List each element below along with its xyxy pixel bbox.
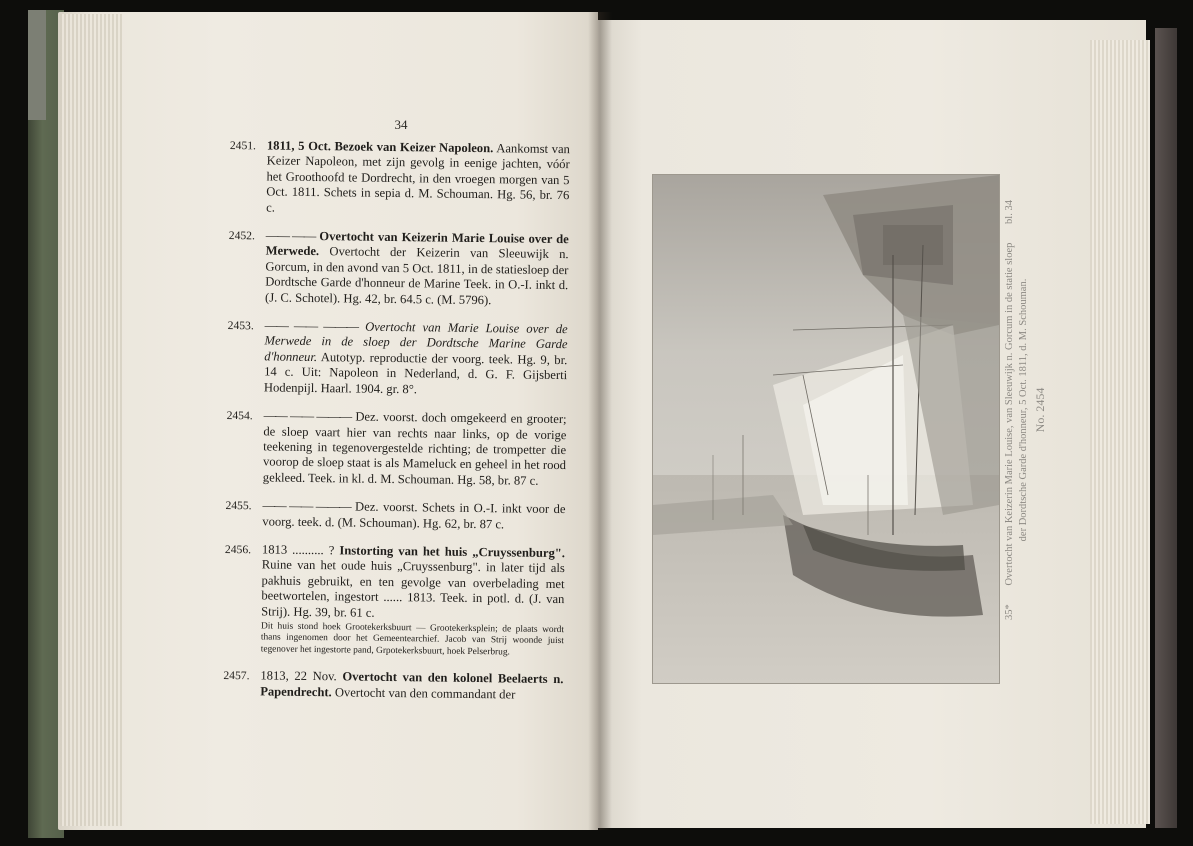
catalogue-entry: [225, 498, 565, 533]
catalogue-entry: [226, 408, 567, 489]
catalogue-entry: [228, 228, 569, 309]
plate-caption: [1003, 200, 1053, 620]
entry-title: Bezoek van Keizer Napoleon.: [334, 139, 494, 156]
catalogue-entry: [227, 318, 568, 399]
catalogue-entries: [223, 138, 570, 716]
book-cover-corner: [28, 10, 46, 120]
caption-page-ref: 35*: [1004, 604, 1015, 620]
entry-text: Dez. voorst. doch omgekeerd en grooter; de sloep vaart hier van rechts naar links, op de vorige teekening in tegenovergestelde richting; de trompetter die voorop de sloep staat is als Mameluck en geheel in het rood gekleed. Teek. in kl. d. M. Schouman. Hg. 58, br. 87 c.: [262, 409, 567, 488]
page-number: 34: [394, 117, 408, 132]
entry-body: [263, 409, 567, 490]
entry-text: Overtocht van den commandant der: [334, 685, 516, 702]
catalogue-entry: [223, 668, 563, 703]
entry-title: Overtocht van den kolonel Beelaerts n. Papendrecht.: [260, 669, 564, 700]
entry-text: Autotyp. reproductie der voorg. teek. Hg. 9, br. 14 c. Uit: Napoleon in Nederland, d. G. F. Gijsberti Hodenpijl. Haarl. 1904. gr. 8°.: [263, 350, 568, 396]
entry-number: 2451.: [229, 138, 257, 153]
entry-footnote: Dit huis stond hoek Grootekerksbuurt — Grootekerksplein; de plaats wordt thans ingenomen door het Gemeentearchief. Jacob van Strij woonde juist tegenover het ingestorte pand, Grpotekerksbuurt, hoek Pelserbrug.: [260, 621, 565, 658]
ship-scene-image: [653, 175, 999, 683]
entry-title: Overtocht van Marie Louise over de Merwede in de sloep der Dordtsche Marine Garde d'honneur.: [264, 319, 568, 364]
caption-page-ref-right: bl. 34: [1004, 200, 1015, 224]
entry-text: Aankomst van Keizer Napoleon, met zijn gevolg in eenige jachten, vóór het Groothoofd te Dordrecht, in den vroegen morgen van 5 Oct. 1811. Schets in sepia d. M. Schouman. Hg. 56, br. 76 c.: [266, 141, 570, 215]
plate-number: No. 2454: [1033, 387, 1047, 433]
entry-text: Ruine van het oude huis „Cruyssenburg". in later tijd als pakhuis gebruikt, en ten gevolge van overbelading met beetwortelen, ingestort ...... 1813. Teek. in potl. d. (J. van Strij). Hg. 39, br. 61 c.: [261, 557, 565, 620]
entry-body: [265, 228, 569, 309]
entry-number: 2454.: [226, 409, 253, 423]
entry-number: 2457.: [223, 669, 250, 683]
entry-number: 2453.: [227, 319, 254, 333]
catalogue-entry: [224, 542, 565, 660]
entry-ditto-dashes: —— —— ———: [264, 318, 359, 334]
book-gutter: [588, 12, 612, 830]
entry-title: Instorting van het huis „Cruyssenburg".: [339, 543, 566, 561]
entry-body: [264, 319, 568, 400]
entry-text: Dez. voorst. Schets in O.-I. inkt voor de voorg. teek. d. (M. Schouman). Hg. 62, br. 87 c.: [262, 499, 566, 531]
plate-illustration: [652, 174, 1000, 684]
entry-date: 1813, 22 Nov.: [260, 668, 337, 684]
book-cover-right: [1155, 28, 1177, 828]
entry-ditto-dashes: —— —— ———: [262, 498, 351, 514]
entry-number: 2456.: [224, 542, 252, 557]
entry-ditto-dashes: —— ——: [265, 228, 316, 244]
caption-text-2: der Dordtsche Garde d'honneur, 5 Oct. 1811, d. M. Schouman.: [1018, 278, 1029, 542]
entry-text: Overtocht der Keizerin van Sleeuwijk n. Gorcum, in den avond van 5 Oct. 1811, in de statiesloep der Dordtsche Garde d'honneur de Marine Teek. in O.-I. inkt d. (J. C. Schotel). Hg. 42, br. 64.5 c. (M. 5796).: [264, 244, 569, 307]
right-page-edges: [1090, 40, 1150, 824]
catalogue-entry: [229, 138, 570, 219]
entry-ditto-dashes: —— —— ———: [263, 408, 352, 424]
entry-body: [260, 669, 563, 704]
entry-date: 1811, 5 Oct.: [266, 138, 331, 154]
entry-body: [266, 138, 570, 219]
entry-date: 1813 .......... ?: [261, 542, 335, 558]
entry-number: 2452.: [228, 229, 255, 243]
caption-line: [1003, 200, 1017, 620]
entry-number: 2455.: [225, 499, 252, 513]
entry-title: Overtocht van Keizerin Marie Louise over de Merwede.: [265, 229, 569, 259]
entry-body: [261, 542, 565, 659]
left-page-edges: [60, 14, 122, 826]
caption-text-1: Overtocht van Keizerin Marie Louise, van Sleeuwijk n. Gorcum in de statie sloep: [1004, 242, 1015, 586]
entry-body: [262, 499, 565, 534]
caption-line: [1017, 200, 1031, 620]
